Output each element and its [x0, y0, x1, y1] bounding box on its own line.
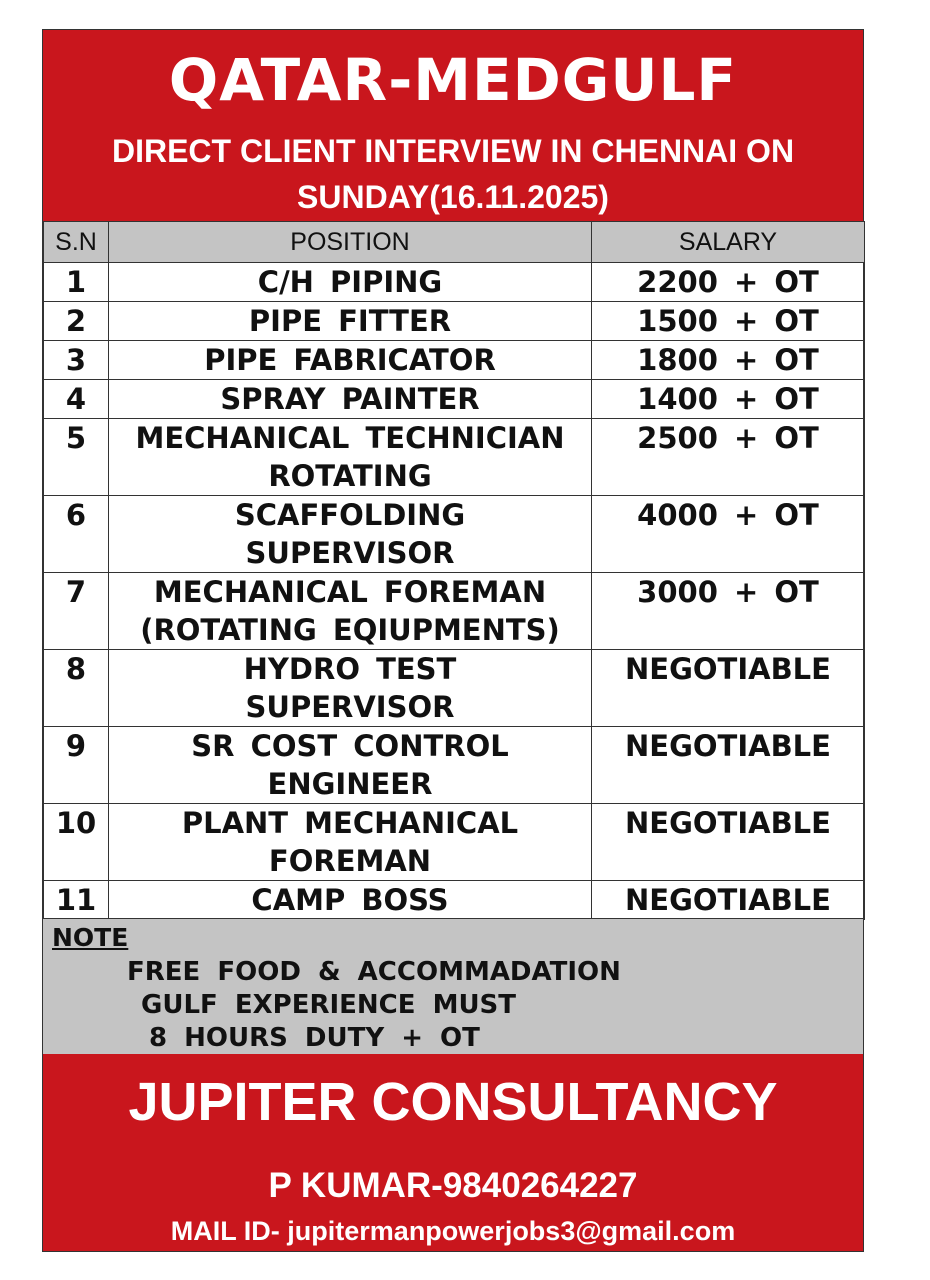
row-position: [109, 380, 592, 419]
table-row: [44, 881, 865, 920]
subtitle-line-1: DIRECT CLIENT INTERVIEW IN CHENNAI ON: [111, 133, 795, 169]
row-sn: 11: [44, 881, 109, 920]
table-header-row: [44, 222, 865, 263]
subtitle-line-2: SUNDAY(16.11.2025): [297, 179, 609, 215]
row-sn: 6: [44, 496, 109, 573]
poster-footer: [43, 1054, 863, 1251]
row-position: [109, 419, 592, 496]
header-sn: S.N: [44, 222, 109, 263]
position-line: MECHANICAL FOREMAN: [153, 575, 547, 609]
note-line-food: FREE FOOD & ACCOMMADATION: [127, 957, 621, 987]
row-position: [109, 341, 592, 380]
position-line-2: SUPERVISOR: [245, 536, 455, 570]
row-position: [109, 727, 592, 804]
row-salary: 4000 + OT: [592, 496, 865, 573]
row-sn: 10: [44, 804, 109, 881]
position-line-2: ENGINEER: [267, 767, 433, 801]
position-line: PIPE FABRICATOR: [204, 343, 496, 377]
row-sn: 1: [44, 263, 109, 302]
row-position: [109, 881, 592, 920]
row-sn: 5: [44, 419, 109, 496]
row-salary: 1800 + OT: [592, 341, 865, 380]
row-position: [109, 263, 592, 302]
table-row: [44, 341, 865, 380]
row-sn: 3: [44, 341, 109, 380]
row-sn: 2: [44, 302, 109, 341]
row-salary: NEGOTIABLE: [592, 650, 865, 727]
position-line: SCAFFOLDING: [234, 498, 466, 532]
row-position: [109, 650, 592, 727]
positions-table: [43, 221, 865, 920]
position-line: CAMP BOSS: [251, 883, 449, 917]
poster-header: [43, 30, 863, 221]
table-row: [44, 650, 865, 727]
row-salary: 1400 + OT: [592, 380, 865, 419]
position-line: SR COST CONTROL: [191, 729, 509, 763]
row-position: [109, 496, 592, 573]
note-line-duty: 8 HOURS DUTY + OT: [149, 1023, 480, 1053]
company-name: JUPITER CONSULTANCY: [128, 1072, 778, 1132]
row-sn: 4: [44, 380, 109, 419]
row-sn: 7: [44, 573, 109, 650]
row-salary: 2200 + OT: [592, 263, 865, 302]
table-row: [44, 263, 865, 302]
row-position: [109, 573, 592, 650]
header-position: POSITION: [109, 222, 592, 263]
note-label: NOTE: [52, 923, 129, 952]
row-sn: 9: [44, 727, 109, 804]
row-sn: 8: [44, 650, 109, 727]
table-row: [44, 380, 865, 419]
table-row: [44, 302, 865, 341]
row-salary: 1500 + OT: [592, 302, 865, 341]
note-section: [43, 918, 863, 1055]
table-row: [44, 496, 865, 573]
table-row: [44, 804, 865, 881]
table-row: [44, 419, 865, 496]
contact-phone: P KUMAR-9840264227: [268, 1166, 638, 1205]
position-line: HYDRO TEST: [243, 652, 457, 686]
position-line: C/H PIPING: [257, 265, 443, 299]
position-line: PIPE FITTER: [248, 304, 452, 338]
table-row: [44, 573, 865, 650]
poster-title: QATAR-MEDGULF: [168, 46, 738, 114]
row-salary: NEGOTIABLE: [592, 727, 865, 804]
contact-email: MAIL ID- jupitermanpowerjobs3@gmail.com: [170, 1216, 736, 1246]
note-line-experience: GULF EXPERIENCE MUST: [141, 990, 517, 1020]
row-salary: 2500 + OT: [592, 419, 865, 496]
job-poster: [42, 29, 864, 1252]
row-position: [109, 804, 592, 881]
position-line-2: FOREMAN: [268, 844, 432, 878]
row-salary: 3000 + OT: [592, 573, 865, 650]
position-line: MECHANICAL TECHNICIAN: [135, 421, 565, 455]
poster-subtitle: [43, 128, 863, 220]
position-line: SPRAY PAINTER: [220, 382, 480, 416]
row-salary: NEGOTIABLE: [592, 881, 865, 920]
position-line: PLANT MECHANICAL: [181, 806, 519, 840]
row-salary: NEGOTIABLE: [592, 804, 865, 881]
position-line-2: SUPERVISOR: [245, 690, 455, 724]
table-row: [44, 727, 865, 804]
header-salary: SALARY: [592, 222, 865, 263]
position-line-2: ROTATING: [268, 459, 432, 493]
position-line-2: (ROTATING EQIUPMENTS): [140, 613, 560, 647]
row-position: [109, 302, 592, 341]
